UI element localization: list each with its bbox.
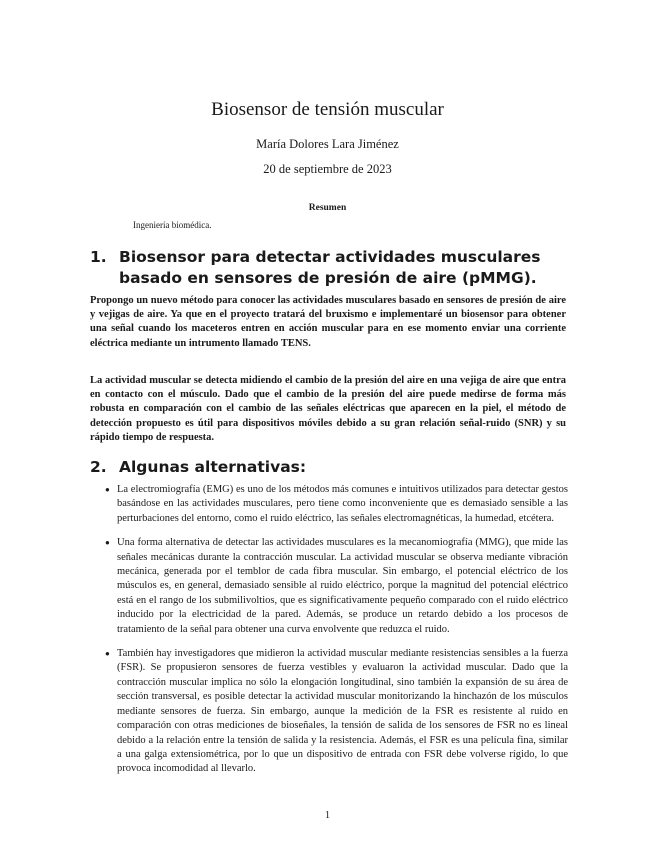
bullet-icon: ● <box>105 538 110 548</box>
section-1-title: Biosensor para detectar actividades musculares basado en sensores de presión de aire (pMMG). <box>119 248 541 287</box>
paper-title: Biosensor de tensión muscular <box>211 99 444 120</box>
alternatives-list <box>103 483 568 787</box>
bullet-icon: ● <box>105 649 110 659</box>
section-1-heading <box>90 247 570 289</box>
list-item <box>103 536 568 637</box>
abstract-heading: Resumen <box>308 203 347 213</box>
list-item-text: Una forma alternativa de detectar las actividades musculares es la mecanomiografía (MMG), que mide las señales mecánicas durante la contracción muscular. La actividad muscular se observa mediante vibración mecánica, generada por el temblor de cada fibra muscular. Sin embargo, el potencial eléctrico de los músculos es, en general, demasiado sensible al ruido eléctrico, porque la magnitud del potencial eléctrico está en el rango de los submilivoltios, que es significativamente pequeño comparado con el ruido eléctrico inducido por la electricidad de la pared. Además, se produce un retardo debido a los procesos de tratamiento de la señal para obtener una curva envolvente que reduzca el ruido. <box>117 537 568 635</box>
section-2-number: 2. <box>90 458 107 476</box>
section-2-title: Algunas alternativas: <box>119 458 307 476</box>
section-1-paragraph-2: La actividad muscular se detecta midiendo el cambio de la presión del aire en una vejiga de aire que entra en contacto con el músculo. Dado que el cambio de la presión del aire puede medirse de forma más robusta en comparación con el cambio de las señales eléctricas que aparecen en la piel, el método de detección propuesto es útil para dispositivos móviles debido a su gran relación señal-ruido (SNR) y su rápido tiempo de respuesta. <box>90 375 566 443</box>
page-number: 1 <box>324 810 331 821</box>
bullet-icon: ● <box>105 485 110 494</box>
section-2-heading <box>90 457 570 478</box>
section-1-paragraph-1: Propongo un nuevo método para conocer las actividades musculares basado en sensores de presión de aire y vejigas de aire. Ya que en el proyecto tratará del bruxismo e implementaré un biosensor para obtener una señal cuando los maceteros entren en acción muscular para en ese momento enviar una corriente eléctrica mediante un intrumento llamado TENS. <box>90 295 566 349</box>
list-item-text: La electromiografía (EMG) es uno de los métodos más comunes e intuitivos utilizados para detectar gestos basándose en las actividades musculares, pero tiene como inconveniente que es demasiado sensible a las perturbaciones del entorno, como el ruido eléctrico, las señales electromagnéticas, la humedad, etcétera. <box>117 484 568 524</box>
list-item-text: También hay investigadores que midieron la actividad muscular mediante resistencias sensibles a la fuerza (FSR). Se propusieron sensores de fuerza vestibles y evaluaron la actividad muscular. Dado que la contracción muscular implica no sólo la elongación longitudinal, sino también la expansión de su área de sección transversal, es posible detectar la actividad muscular monitorizando la hinchazón de los músculos mediante sensores de fuerza. Sin embargo, aunque la medición de la FSR es resistente al ruido en comparación con otras mediciones de bioseñales, la tensión de salida de los sensores de FSR no es lineal debido a la relación entre la tensión de salida y la resistencia. Además, el FSR es una película fina, similar a una galga extensiométrica, por lo que un dispositivo de entrada con FSR debe volverse rígido, lo que provoca incomodidad al llevarlo. <box>117 648 568 775</box>
paper-date: 20 de septiembre de 2023 <box>263 162 392 176</box>
abstract-text: Ingeniería biomédica. <box>133 220 212 230</box>
section-1-number: 1. <box>90 248 107 266</box>
paper-author: María Dolores Lara Jiménez <box>256 137 399 151</box>
list-item <box>103 483 568 526</box>
list-item <box>103 647 568 777</box>
